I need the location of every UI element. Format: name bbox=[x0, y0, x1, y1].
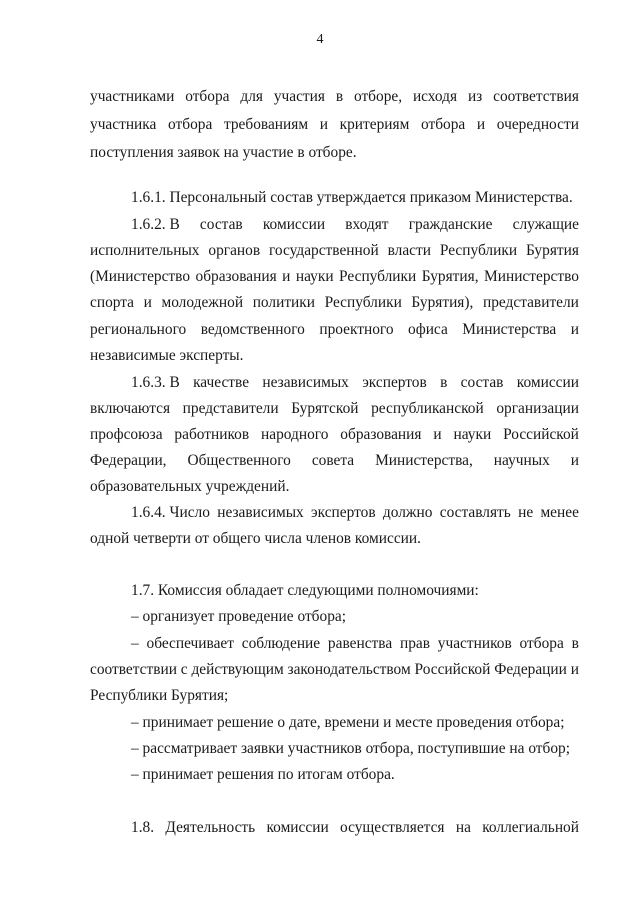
word: Российской bbox=[414, 661, 491, 678]
clause-1-6-2 bbox=[131, 215, 579, 235]
text-line: независимые эксперты. bbox=[90, 347, 244, 364]
word: и bbox=[476, 116, 486, 133]
text-line: поступления заявок на участие в отборе. bbox=[90, 144, 357, 161]
word: Министерства bbox=[462, 321, 557, 338]
word: отбора bbox=[185, 88, 230, 105]
text-line bbox=[90, 87, 579, 107]
word: молодежной bbox=[161, 294, 244, 311]
text-line bbox=[90, 241, 579, 261]
word: в bbox=[571, 635, 579, 652]
word: отбора bbox=[420, 116, 466, 133]
word: в bbox=[440, 374, 448, 391]
word: Федерации bbox=[494, 661, 567, 678]
list-item: – принимает решения по итогам отбора. bbox=[131, 766, 395, 783]
word: включаются bbox=[90, 400, 171, 417]
word: власти bbox=[387, 242, 431, 259]
word: научных bbox=[493, 452, 550, 469]
word: отбора bbox=[519, 635, 564, 652]
word: экспертов bbox=[362, 374, 427, 391]
word: очередности bbox=[496, 116, 579, 133]
word: обеспечивает bbox=[146, 635, 234, 652]
word: работников bbox=[174, 426, 250, 443]
word: офиса bbox=[408, 321, 448, 338]
word: государственной bbox=[269, 242, 379, 259]
word: регионального bbox=[90, 321, 187, 338]
word: состав bbox=[460, 374, 504, 391]
word: соблюдение bbox=[241, 635, 321, 652]
word: и bbox=[319, 116, 328, 133]
page-number: 4 bbox=[316, 32, 324, 47]
word: отборе, bbox=[353, 88, 403, 105]
word: и bbox=[143, 294, 152, 311]
word: профсоюза bbox=[90, 426, 163, 443]
word: 1.8. bbox=[131, 819, 155, 836]
word: Министерства, bbox=[375, 452, 473, 469]
text-line bbox=[90, 267, 579, 287]
text-line: Республики Бурятия; bbox=[90, 687, 229, 704]
word: Российской bbox=[503, 426, 579, 443]
word: для bbox=[240, 88, 263, 105]
word: представители bbox=[182, 400, 279, 417]
clause-1-8 bbox=[131, 818, 579, 838]
word: образования bbox=[340, 426, 422, 443]
word: экспертов bbox=[311, 504, 376, 521]
word: народного bbox=[261, 426, 329, 443]
word: из bbox=[467, 88, 483, 105]
word: участника bbox=[90, 116, 157, 133]
word: соответствия bbox=[493, 88, 579, 105]
text-line bbox=[90, 451, 579, 471]
word: и bbox=[570, 452, 579, 469]
word: коллегиальной bbox=[482, 819, 579, 836]
word: требованиям bbox=[223, 116, 309, 133]
word: науки bbox=[295, 268, 334, 285]
text-line bbox=[90, 425, 579, 445]
word: критериям bbox=[339, 116, 410, 133]
word: служащие bbox=[512, 216, 579, 233]
word: Общественного bbox=[187, 452, 291, 469]
word: Республики bbox=[439, 242, 518, 259]
word: участия bbox=[273, 88, 325, 105]
word: осуществляется bbox=[340, 819, 445, 836]
list-item: – организует проведение отбора; bbox=[131, 608, 346, 625]
word: представители bbox=[482, 294, 579, 311]
word: не bbox=[518, 504, 534, 521]
word: комиссии bbox=[262, 216, 326, 233]
list-item: – рассматривает заявки участников отбора, поступившие на отбор; bbox=[131, 740, 571, 757]
word: Бурятия), bbox=[411, 294, 474, 311]
word: образования bbox=[195, 268, 277, 285]
word: и bbox=[570, 321, 579, 338]
word: Деятельность bbox=[165, 819, 256, 836]
word: Министерство bbox=[484, 268, 579, 285]
word: независимых bbox=[262, 374, 349, 391]
word: и bbox=[433, 426, 442, 443]
word: независимых bbox=[217, 504, 304, 521]
word: и bbox=[570, 661, 579, 678]
word: комиссии bbox=[516, 374, 579, 391]
word: участников bbox=[437, 635, 512, 652]
word: Республики bbox=[324, 294, 402, 311]
text-line bbox=[90, 115, 579, 135]
word: совета bbox=[311, 452, 355, 469]
word: комиссии bbox=[266, 819, 329, 836]
word: соответствии bbox=[90, 661, 177, 678]
word: прав bbox=[399, 635, 430, 652]
clause-1-6-3 bbox=[131, 373, 579, 393]
word: действующим bbox=[191, 661, 284, 678]
word: Бурятской bbox=[291, 400, 359, 417]
word: органов bbox=[208, 242, 261, 259]
word: организации bbox=[496, 400, 579, 417]
word: (Министерство bbox=[90, 268, 191, 285]
word: равенства bbox=[327, 635, 393, 652]
word: входят bbox=[345, 216, 389, 233]
word: качестве bbox=[193, 374, 250, 391]
word: ведомственного bbox=[200, 321, 305, 338]
word: спорта bbox=[90, 294, 135, 311]
word: науки bbox=[453, 426, 492, 443]
word: исходя bbox=[412, 88, 458, 105]
word: республиканской bbox=[371, 400, 484, 417]
list-item: – принимает решение о дате, времени и месте проведения отбора; bbox=[131, 714, 565, 731]
word: Бурятия, bbox=[421, 268, 479, 285]
word: законодательством bbox=[287, 661, 411, 678]
word: – bbox=[131, 635, 139, 652]
clause-1-6-4 bbox=[131, 503, 579, 523]
word: отбора bbox=[168, 116, 213, 133]
word: исполнительных bbox=[90, 242, 200, 259]
text-line bbox=[90, 320, 579, 340]
list-item bbox=[131, 634, 579, 654]
word: политики bbox=[252, 294, 316, 311]
text-line: одной четверти от общего числа членов комиссии. bbox=[90, 530, 421, 547]
word: состав bbox=[199, 216, 243, 233]
word: должно bbox=[382, 504, 433, 521]
word: Бурятия bbox=[525, 242, 579, 259]
word: гражданские bbox=[408, 216, 493, 233]
word: участниками bbox=[90, 88, 175, 105]
text-line bbox=[90, 660, 579, 680]
word: 1.6.2. В bbox=[131, 216, 180, 233]
word: 1.6.3. В bbox=[131, 374, 180, 391]
word: проектного bbox=[319, 321, 394, 338]
clause-1-7: 1.7. Комиссия обладает следующими полномочиями: bbox=[131, 582, 479, 599]
word: 1.6.4. Число bbox=[131, 504, 210, 521]
word: Федерации, bbox=[90, 452, 167, 469]
text-line bbox=[90, 399, 579, 419]
word: на bbox=[455, 819, 471, 836]
word: менее bbox=[540, 504, 579, 521]
word: с bbox=[180, 661, 188, 678]
word: Республики bbox=[339, 268, 417, 285]
word: и bbox=[282, 268, 291, 285]
text-line bbox=[90, 293, 579, 313]
text-line: образовательных учреждений. bbox=[90, 478, 290, 495]
clause-1-6-1: 1.6.1. Персональный состав утверждается приказом Министерства. bbox=[131, 189, 573, 206]
word: составлять bbox=[439, 504, 511, 521]
word: в bbox=[335, 88, 344, 105]
